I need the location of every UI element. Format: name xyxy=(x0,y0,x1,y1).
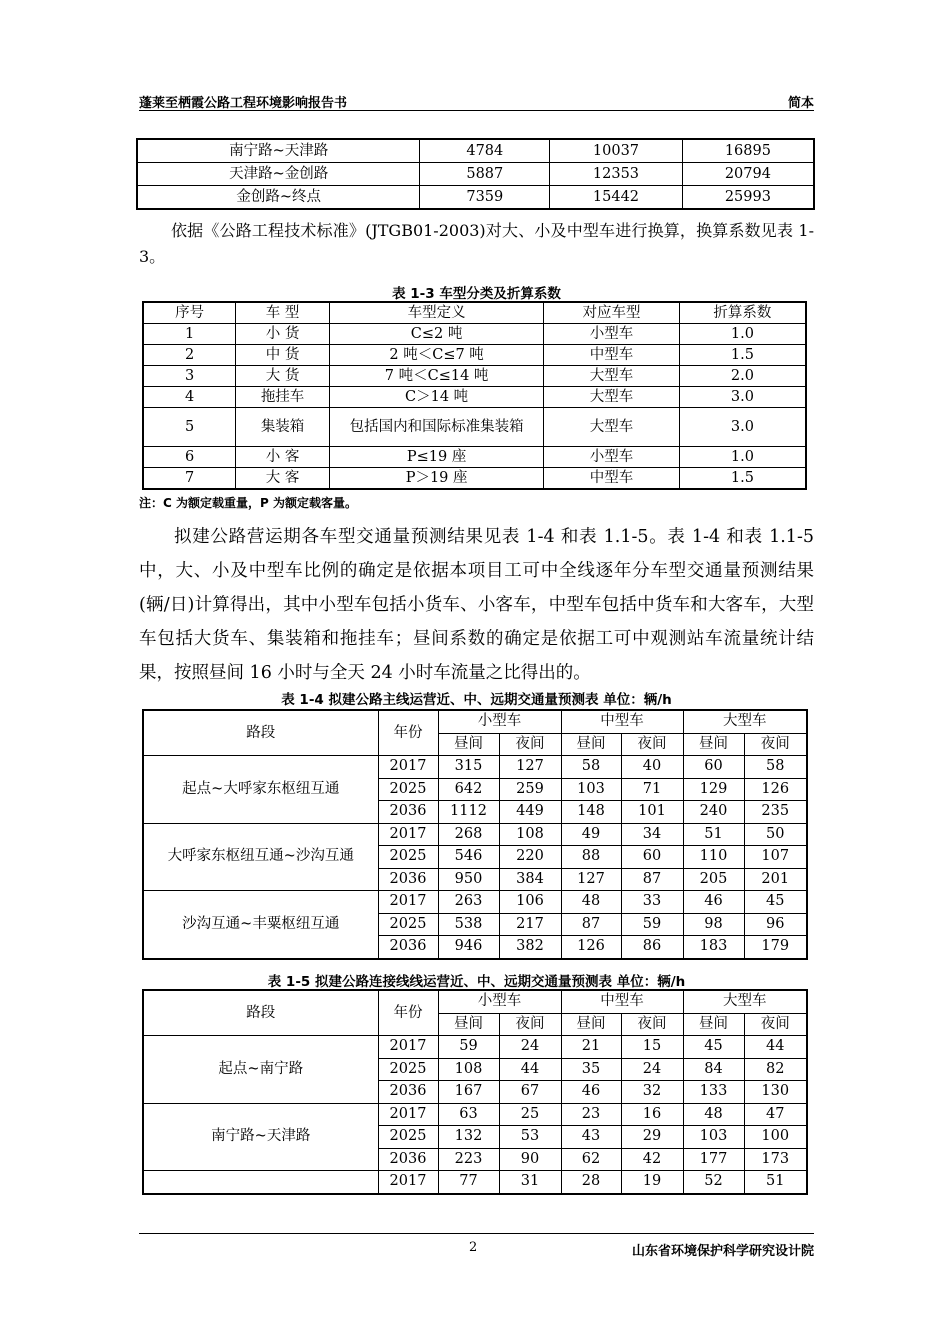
night-header: 夜间 xyxy=(499,1013,561,1036)
table-cell: P≤19 座 xyxy=(329,447,543,468)
table-cell: 2025 xyxy=(378,778,438,801)
table-cell: C≤2 吨 xyxy=(329,324,543,345)
table-cell: 45 xyxy=(683,1036,744,1059)
table-cell: 50 xyxy=(744,823,807,846)
table-cell: 98 xyxy=(683,913,744,936)
day-header: 昼间 xyxy=(561,1013,621,1036)
table-cell: 48 xyxy=(683,1103,744,1126)
table-cell: 101 xyxy=(621,801,683,824)
table-cell: 25993 xyxy=(682,186,814,210)
table-cell: 2025 xyxy=(378,913,438,936)
table-cell: 133 xyxy=(683,1081,744,1104)
night-header: 夜间 xyxy=(621,1013,683,1036)
table-cell: 100 xyxy=(744,1126,807,1149)
page-footer xyxy=(139,1233,814,1259)
table-cell: 77 xyxy=(438,1171,499,1194)
table-cell: 2025 xyxy=(378,846,438,869)
table-cell: 28 xyxy=(561,1171,621,1194)
table-cell: 小型车 xyxy=(544,324,680,345)
table-cell: 263 xyxy=(438,891,499,914)
table-cell: 42 xyxy=(621,1148,683,1171)
table-cell: 220 xyxy=(499,846,561,869)
table-cell: 103 xyxy=(561,778,621,801)
table-cell: 43 xyxy=(561,1126,621,1149)
table-cell: 130 xyxy=(744,1081,807,1104)
table-cell: 天津路~金创路 xyxy=(137,163,420,186)
table-cell: 7359 xyxy=(420,186,550,210)
table-cell: 金创路~终点 xyxy=(137,186,420,210)
table-cell: 268 xyxy=(438,823,499,846)
day-header: 昼间 xyxy=(683,1013,744,1036)
table-cell: 173 xyxy=(744,1148,807,1171)
document-title: 蓬莱至栖霞公路工程环境影响报告书 xyxy=(139,96,348,111)
table-cell: 2025 xyxy=(378,1058,438,1081)
mainline-traffic-table xyxy=(142,709,808,960)
table-cell: 46 xyxy=(683,891,744,914)
table-cell: 小型车 xyxy=(544,447,680,468)
table-cell: 88 xyxy=(561,846,621,869)
table-cell: 19 xyxy=(621,1171,683,1194)
organization-name: 山东省环境保护科学研究设计院 xyxy=(631,1244,814,1259)
large-vehicle-header: 大型车 xyxy=(683,990,807,1013)
table-row xyxy=(143,1036,807,1059)
conversion-paragraph: 依据《公路工程技术标准》(JTGB01-2003)对大、小及中型车进行换算，换算系数见表 1-3。 xyxy=(139,221,814,266)
table-header-cell: 对应车型 xyxy=(544,302,680,324)
table-cell: 148 xyxy=(561,801,621,824)
table-cell: 538 xyxy=(438,913,499,936)
table-cell: 16 xyxy=(621,1103,683,1126)
table-row xyxy=(143,823,807,846)
table-header-row xyxy=(143,710,807,733)
page-header xyxy=(139,90,814,111)
table-cell: 67 xyxy=(499,1081,561,1104)
table14-caption: 表 1-4 拟建公路主线运营近、中、远期交通量预测表 单位：辆/h xyxy=(281,692,672,708)
table-cell: 中 货 xyxy=(236,345,330,366)
table-cell: 90 xyxy=(499,1148,561,1171)
segment-cell: 起点~大呼家东枢纽互通 xyxy=(143,756,378,824)
table-cell: 177 xyxy=(683,1148,744,1171)
table-cell: 51 xyxy=(683,823,744,846)
table-cell: 23 xyxy=(561,1103,621,1126)
table-header-row xyxy=(143,990,807,1013)
table-cell: P＞19 座 xyxy=(329,468,543,490)
table-row xyxy=(143,324,806,345)
table-cell: 108 xyxy=(499,823,561,846)
table-cell: 25 xyxy=(499,1103,561,1126)
page-number: 2 xyxy=(469,1240,478,1255)
table-cell: 946 xyxy=(438,936,499,959)
table-cell: 2 吨＜C≤7 吨 xyxy=(329,345,543,366)
table-cell: 2017 xyxy=(378,891,438,914)
table-row xyxy=(143,891,807,914)
table-cell: 51 xyxy=(744,1171,807,1194)
table-cell: 129 xyxy=(683,778,744,801)
table-cell: 3.0 xyxy=(679,387,806,408)
table-cell: 2036 xyxy=(378,936,438,959)
small-vehicle-header: 小型车 xyxy=(438,990,561,1013)
table-cell: 34 xyxy=(621,823,683,846)
table-cell: 35 xyxy=(561,1058,621,1081)
table-cell: 大型车 xyxy=(544,408,680,447)
table-row xyxy=(143,1103,807,1126)
table-cell: 15442 xyxy=(550,186,683,210)
forecast-paragraph: 拟建公路营运期各车型交通量预测结果见表 1-4 和表 1.1-5。表 1-4 和表 1.1-5 中，大、小及中型车比例的确定是依据本项目工可中全线逐年分车型交通量预测结果(辆/日)计算得出，其中小型车包括小货车、小客车，中型车包括中货车和大客车，大型车包括大货车、集装箱和拖挂车；昼间系数的确定是依据工可中观测站车流量统计结果，按照昼间 16 小时与全天 24 小时车流量之比得出的。 xyxy=(139,527,814,683)
table-cell: 31 xyxy=(499,1171,561,1194)
table-header-row xyxy=(143,302,806,324)
table-cell: 10037 xyxy=(550,139,683,163)
table-cell: 167 xyxy=(438,1081,499,1104)
connector-traffic-table xyxy=(142,989,808,1195)
table-cell: 20794 xyxy=(682,163,814,186)
table-cell: 82 xyxy=(744,1058,807,1081)
table-cell: 201 xyxy=(744,868,807,891)
table-cell: 2036 xyxy=(378,1081,438,1104)
table-cell: 52 xyxy=(683,1171,744,1194)
table-cell: 259 xyxy=(499,778,561,801)
table-cell: 包括国内和国际标准集装箱 xyxy=(329,408,543,447)
table-cell: 63 xyxy=(438,1103,499,1126)
table-header-cell: 车型定义 xyxy=(329,302,543,324)
table-cell: 384 xyxy=(499,868,561,891)
table-cell: 24 xyxy=(499,1036,561,1059)
table-cell: 235 xyxy=(744,801,807,824)
table-cell: 15 xyxy=(621,1036,683,1059)
table-row xyxy=(143,345,806,366)
table-cell: 107 xyxy=(744,846,807,869)
table-cell: 217 xyxy=(499,913,561,936)
table-cell: 大 客 xyxy=(236,468,330,490)
table-cell: 642 xyxy=(438,778,499,801)
table-cell: 拖挂车 xyxy=(236,387,330,408)
table-cell: 223 xyxy=(438,1148,499,1171)
table-cell: 183 xyxy=(683,936,744,959)
table-cell: 5887 xyxy=(420,163,550,186)
day-header: 昼间 xyxy=(561,733,621,756)
medium-vehicle-header: 中型车 xyxy=(561,990,683,1013)
day-header: 昼间 xyxy=(683,733,744,756)
table-cell: 32 xyxy=(621,1081,683,1104)
segment-header: 路段 xyxy=(143,710,378,756)
table-cell: 12353 xyxy=(550,163,683,186)
large-vehicle-header: 大型车 xyxy=(683,710,807,733)
table-cell: 7 xyxy=(143,468,236,490)
table-cell: 2.0 xyxy=(679,366,806,387)
document-edition: 简本 xyxy=(787,96,814,111)
small-vehicle-header: 小型车 xyxy=(438,710,561,733)
table-cell: 南宁路~天津路 xyxy=(137,139,420,163)
table-cell: 小 货 xyxy=(236,324,330,345)
table-cell: 2017 xyxy=(378,1171,438,1194)
table-cell: 大 货 xyxy=(236,366,330,387)
table-cell: 127 xyxy=(561,868,621,891)
table-cell: 2036 xyxy=(378,868,438,891)
table-cell: 106 xyxy=(499,891,561,914)
night-header: 夜间 xyxy=(621,733,683,756)
table-cell: 小 客 xyxy=(236,447,330,468)
segment-cell: 沙沟互通~丰粟枢纽互通 xyxy=(143,891,378,959)
table-cell: 1.0 xyxy=(679,324,806,345)
table-cell: 110 xyxy=(683,846,744,869)
table-cell: 382 xyxy=(499,936,561,959)
table-cell: 5 xyxy=(143,408,236,447)
table-row xyxy=(143,366,806,387)
table-cell: 4 xyxy=(143,387,236,408)
table-cell: 60 xyxy=(683,756,744,779)
table-cell: 33 xyxy=(621,891,683,914)
table-cell: 21 xyxy=(561,1036,621,1059)
table-cell: 53 xyxy=(499,1126,561,1149)
table-cell: 126 xyxy=(744,778,807,801)
table-cell: 1 xyxy=(143,324,236,345)
table15-caption: 表 1-5 拟建公路连接线线运营近、中、远期交通量预测表 单位：辆/h xyxy=(267,974,686,990)
night-header: 夜间 xyxy=(744,733,807,756)
table-row xyxy=(143,1171,807,1194)
table-cell: 45 xyxy=(744,891,807,914)
table-cell: 179 xyxy=(744,936,807,959)
table-cell: 2036 xyxy=(378,1148,438,1171)
table-cell: 47 xyxy=(744,1103,807,1126)
table-cell: 315 xyxy=(438,756,499,779)
table13-caption: 表 1-3 车型分类及折算系数 xyxy=(392,286,561,302)
table-cell: 24 xyxy=(621,1058,683,1081)
table-cell: 2 xyxy=(143,345,236,366)
table-cell: 62 xyxy=(561,1148,621,1171)
table-header-cell: 折算系数 xyxy=(679,302,806,324)
segment-cell: 南宁路~天津路 xyxy=(143,1103,378,1171)
table-cell: 132 xyxy=(438,1126,499,1149)
day-header: 昼间 xyxy=(438,1013,499,1036)
table-cell: 546 xyxy=(438,846,499,869)
table-cell: 1.0 xyxy=(679,447,806,468)
table-row xyxy=(143,408,806,447)
table-cell: 2017 xyxy=(378,1036,438,1059)
table-cell: 3.0 xyxy=(679,408,806,447)
segment-cell: 起点~南宁路 xyxy=(143,1036,378,1104)
table-cell: 71 xyxy=(621,778,683,801)
table-cell: 46 xyxy=(561,1081,621,1104)
table13-note: 注：C 为额定载重量，P 为额定载客量。 xyxy=(139,496,357,510)
table-header-cell: 序号 xyxy=(143,302,236,324)
year-header: 年份 xyxy=(378,710,438,756)
segment-cell xyxy=(143,1171,378,1194)
table-row xyxy=(143,468,806,490)
table-cell: 1.5 xyxy=(679,345,806,366)
table-cell: 449 xyxy=(499,801,561,824)
medium-vehicle-header: 中型车 xyxy=(561,710,683,733)
table-cell: 中型车 xyxy=(544,345,680,366)
table-cell: 44 xyxy=(499,1058,561,1081)
table-cell: 126 xyxy=(561,936,621,959)
table-cell: 103 xyxy=(683,1126,744,1149)
table-cell: 7 吨＜C≤14 吨 xyxy=(329,366,543,387)
table-row xyxy=(143,387,806,408)
table-cell: 集装箱 xyxy=(236,408,330,447)
table-cell: 87 xyxy=(561,913,621,936)
table-cell: 中型车 xyxy=(544,468,680,490)
vehicle-class-table xyxy=(142,301,807,490)
table-cell: 1112 xyxy=(438,801,499,824)
table-cell: 4784 xyxy=(420,139,550,163)
table-cell: 29 xyxy=(621,1126,683,1149)
year-header: 年份 xyxy=(378,990,438,1036)
table-cell: 2017 xyxy=(378,756,438,779)
table-cell: 108 xyxy=(438,1058,499,1081)
table-cell: 127 xyxy=(499,756,561,779)
table-cell: 205 xyxy=(683,868,744,891)
night-header: 夜间 xyxy=(499,733,561,756)
night-header: 夜间 xyxy=(744,1013,807,1036)
table-cell: 2025 xyxy=(378,1126,438,1149)
day-header: 昼间 xyxy=(438,733,499,756)
table-cell: 87 xyxy=(621,868,683,891)
table-cell: 40 xyxy=(621,756,683,779)
table-cell: 58 xyxy=(561,756,621,779)
table-cell: 58 xyxy=(744,756,807,779)
table-cell: 2017 xyxy=(378,1103,438,1126)
table-cell: 2017 xyxy=(378,823,438,846)
continued-traffic-table xyxy=(136,138,815,210)
table-cell: 48 xyxy=(561,891,621,914)
table-cell: 96 xyxy=(744,913,807,936)
table-cell: 86 xyxy=(621,936,683,959)
segment-header: 路段 xyxy=(143,990,378,1036)
table-header-cell: 车 型 xyxy=(236,302,330,324)
table-cell: 大型车 xyxy=(544,387,680,408)
table-row xyxy=(137,139,814,163)
table-cell: 59 xyxy=(438,1036,499,1059)
table-row xyxy=(143,447,806,468)
table-cell: 2036 xyxy=(378,801,438,824)
table-cell: 59 xyxy=(621,913,683,936)
table-cell: 1.5 xyxy=(679,468,806,490)
table-cell: 60 xyxy=(621,846,683,869)
segment-cell: 大呼家东枢纽互通~沙沟互通 xyxy=(143,823,378,891)
table-row xyxy=(143,756,807,779)
table-cell: C＞14 吨 xyxy=(329,387,543,408)
table-row xyxy=(137,163,814,186)
table-cell: 240 xyxy=(683,801,744,824)
table-cell: 大型车 xyxy=(544,366,680,387)
table-cell: 3 xyxy=(143,366,236,387)
table-cell: 84 xyxy=(683,1058,744,1081)
table-cell: 44 xyxy=(744,1036,807,1059)
table-cell: 6 xyxy=(143,447,236,468)
table-cell: 16895 xyxy=(682,139,814,163)
table-row xyxy=(137,186,814,210)
table-cell: 950 xyxy=(438,868,499,891)
table-cell: 49 xyxy=(561,823,621,846)
